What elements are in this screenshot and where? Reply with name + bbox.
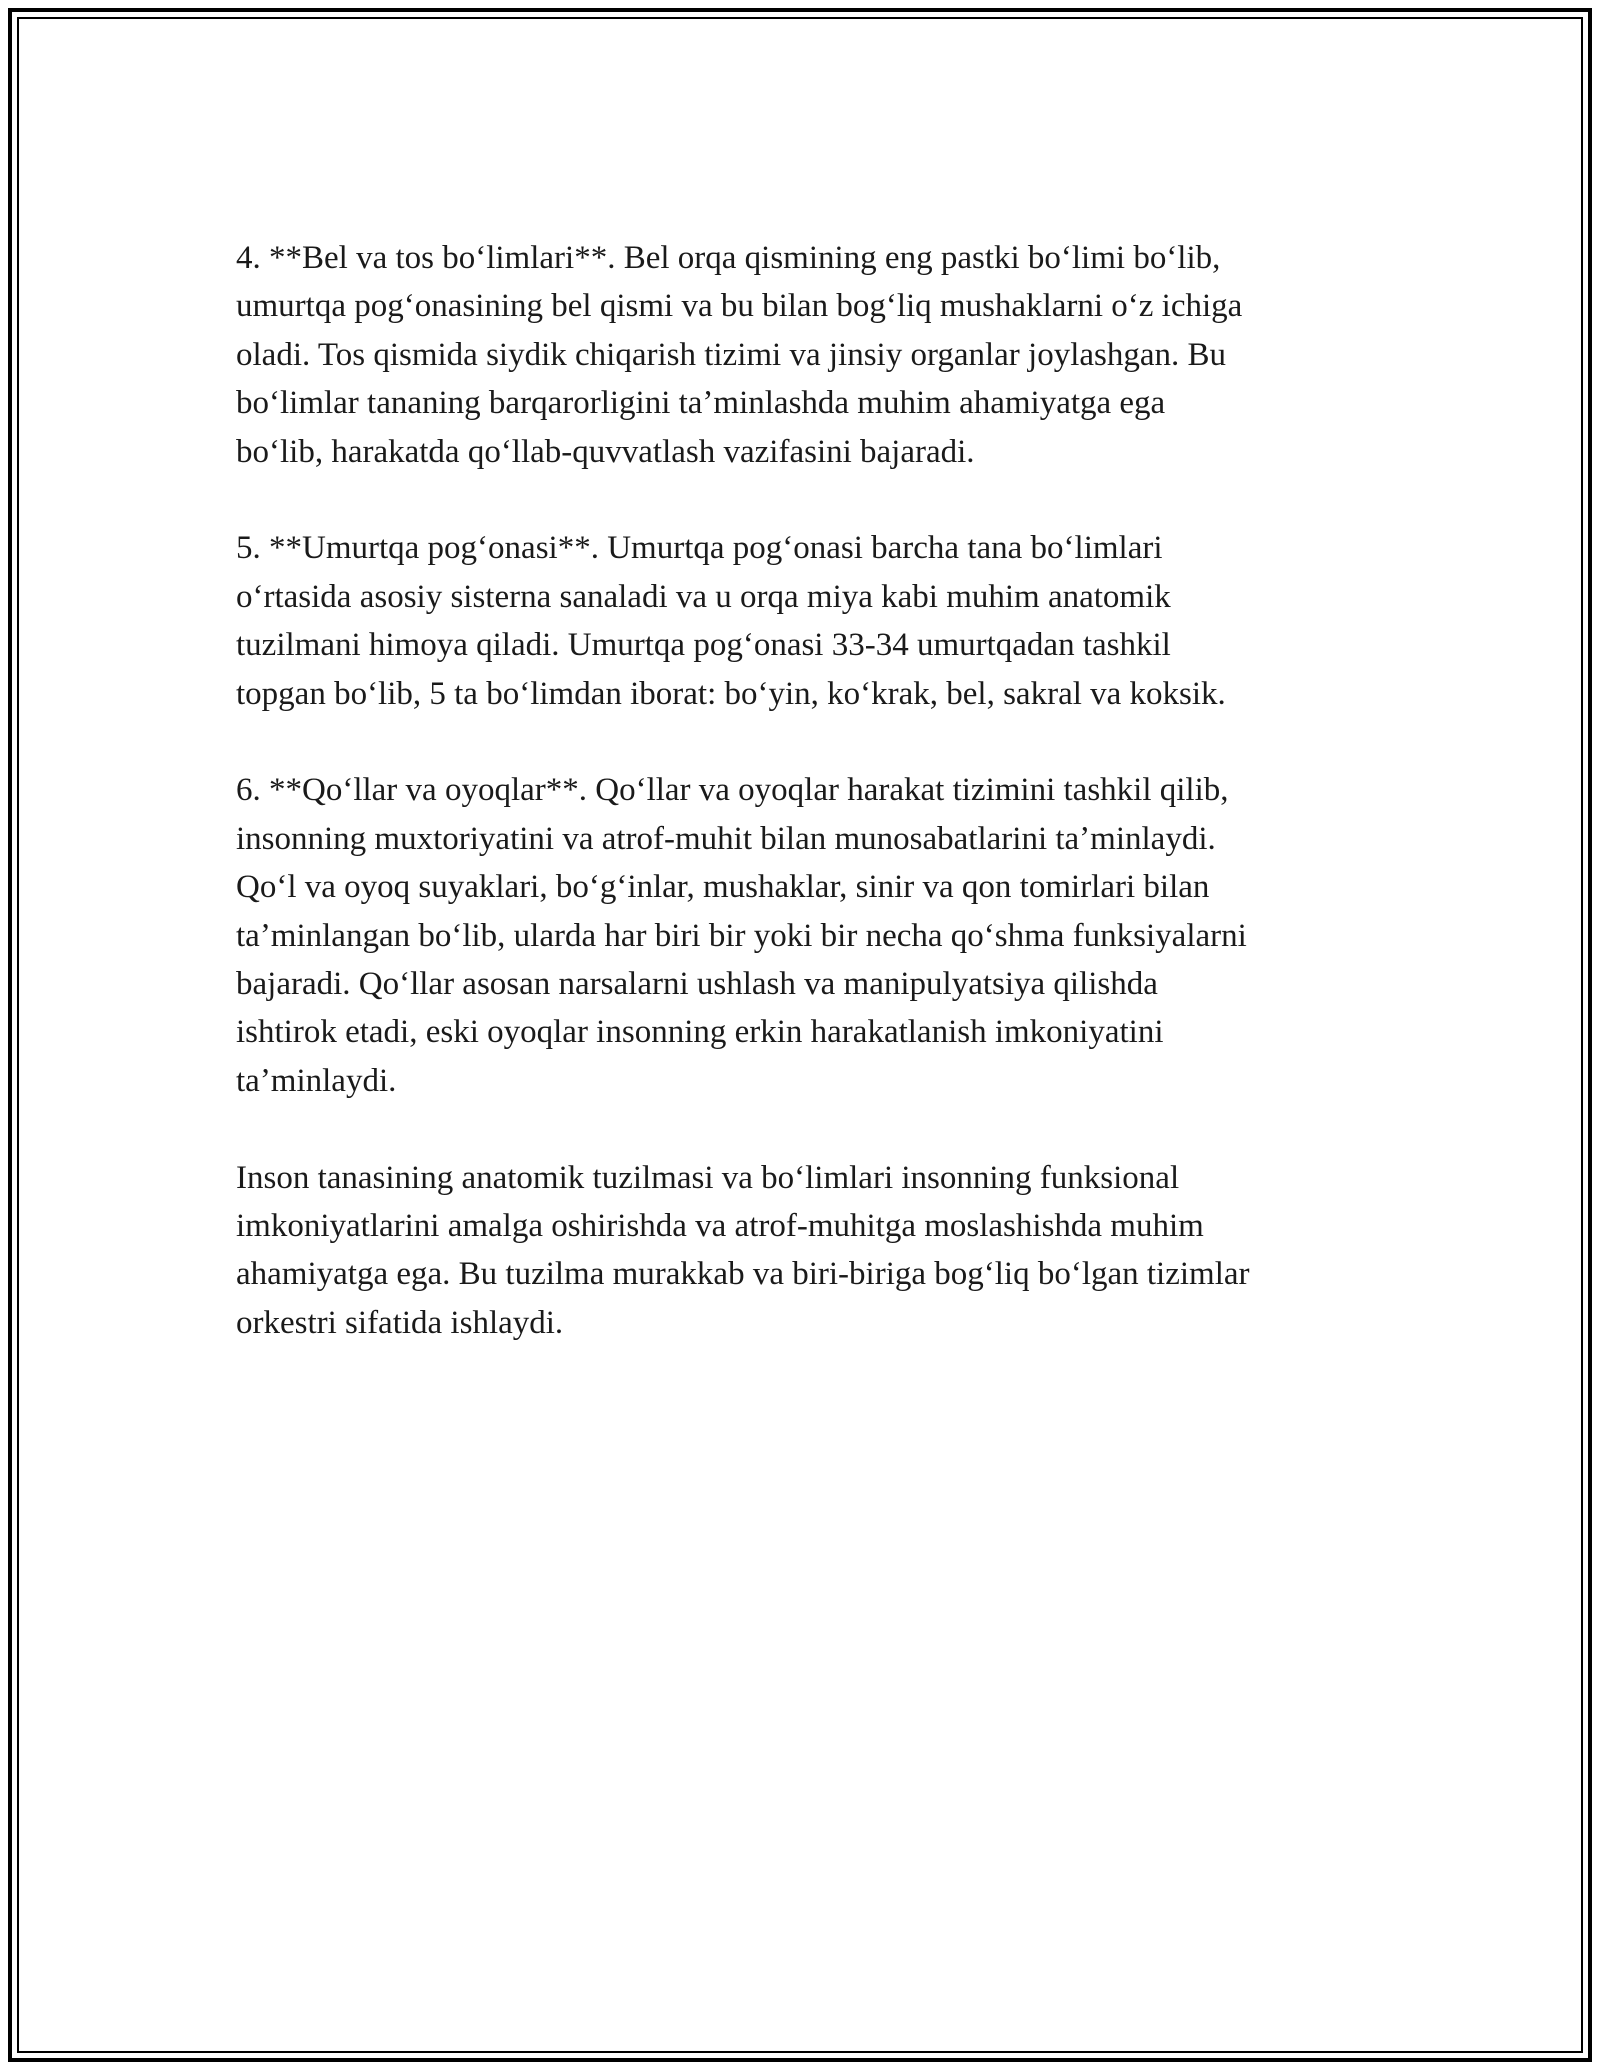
paragraph-conclusion: Inson tanasining anatomik tuzilmasi va boʻlimlari insonning funksional imkoniyatlarini amalga oshirishda va atrof-muhitga moslashishda muhim ahamiyatga ega. Bu tuzilma murakkab va biri-biriga bogʻliq boʻlgan tizimlar orkestri sifatida ishlaydi. (236, 1159, 1250, 1341)
paragraph-umurtqa-pogonasi: 5. **Umurtqa pogʻonasi**. Umurtqa pogʻonasi barcha tana boʻlimlari oʻrtasida asosiy sisterna sanaladi va u orqa miya kabi muhim anatomik tuzilmani himoya qiladi. Umurtqa pogʻonasi 33-34 umurtqadan tashkil topgan boʻlib, 5 ta boʻlimdan iborat: boʻyin, koʻkrak, bel, sakral va koksik. (236, 530, 1226, 712)
paragraph-qollar-va-oyoqlar: 6. **Qoʻllar va oyoqlar**. Qoʻllar va oyoqlar harakat tizimini tashkil qilib, insonning muxtoriyatini va atrof-muhit bilan munosabatlarini taʼminlaydi. Qoʻl va oyoq suyaklari, boʻgʻinlar, mushaklar, sinir va qon tomirlari bilan taʼminlangan boʻlib, ularda har biri bir yoki bir necha qoʻshma funksiyalarni bajaradi. Qoʻllar asosan narsalarni ushlash va manipulyatsiya qilishda ishtirok etadi, eski oyoqlar insonning erkin harakatlanish imkoniyatini taʼminlaydi. (236, 772, 1247, 1099)
paragraph-bel-va-tos: 4. **Bel va tos boʻlimlari**. Bel orqa qismining eng pastki boʻlimi boʻlib, umurtqa pogʻonasining bel qismi va bu bilan bogʻliq mushaklarni oʻz ichiga oladi. Tos qismida siydik chiqarish tizimi va jinsiy organlar joylashgan. Bu boʻlimlar tananing barqarorligini taʼminlashda muhim ahamiyatga ega boʻlib, harakatda qoʻllab-quvvatlash vazifasini bajaradi. (236, 240, 1243, 470)
document-body (236, 234, 1376, 1396)
